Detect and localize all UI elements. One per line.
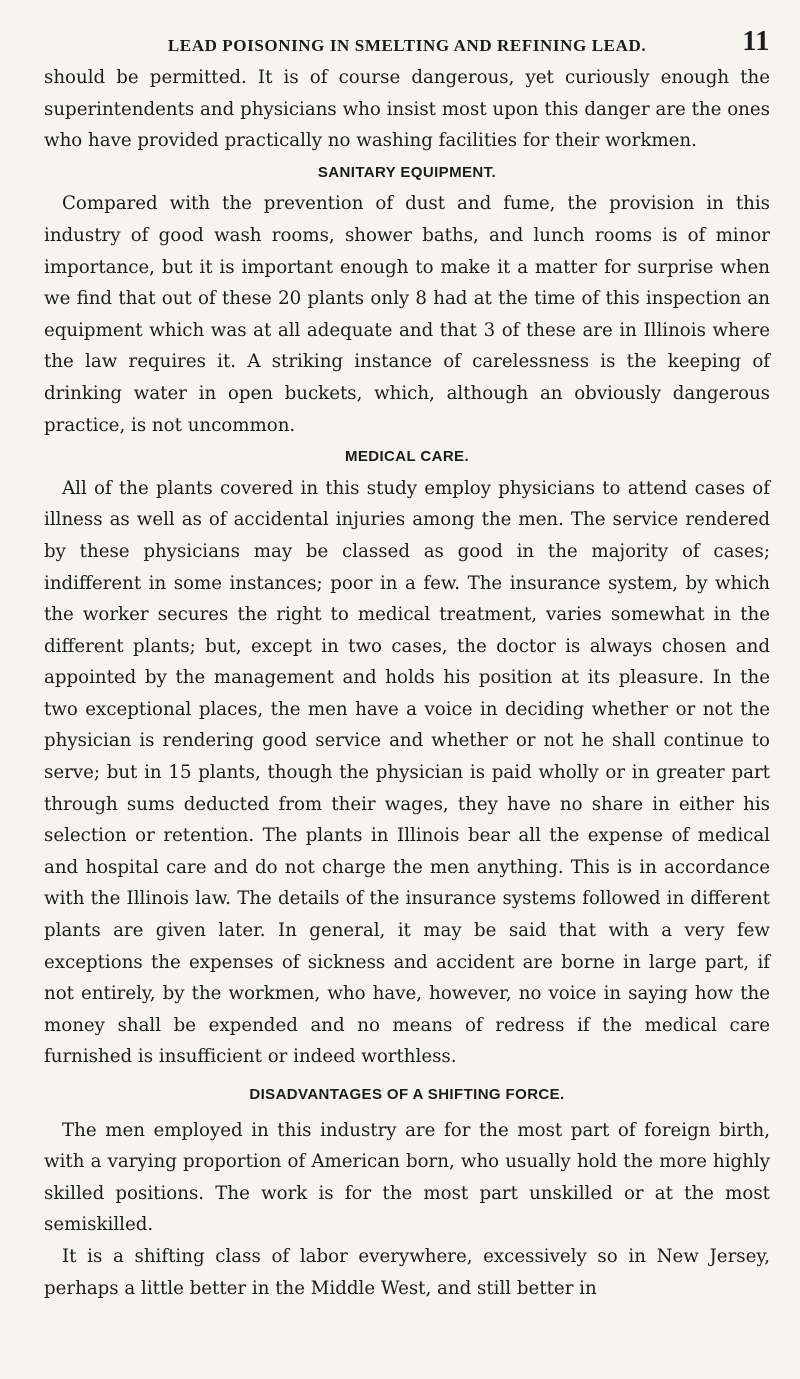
document-body: [44, 62, 770, 1304]
paragraph-shifting-force-2: It is a shifting class of labor everywhere, excessively so in New Jersey, perhaps a little better in the Middle West, and still better in: [44, 1245, 770, 1299]
paragraph-shifting-force-1: The men employed in this industry are for the most part of foreign birth, with a varying proportion of American born, who usually hold the more highly skilled positions. The work is for the most part unskilled or at the most semiskilled.: [44, 1119, 770, 1236]
page-number: 11: [742, 26, 770, 57]
intro-paragraph: should be permitted. It is of course dangerous, yet curiously enough the superintendents and physicians who insist most upon this danger are the ones who have provided practically no washing facilities for their workmen.: [44, 67, 770, 152]
section-heading-shifting-force: DISADVANTAGES OF A SHIFTING FORCE.: [249, 1086, 565, 1103]
running-title: LEAD POISONING IN SMELTING AND REFINING LEAD.: [167, 36, 647, 55]
section-heading-medical-care: MEDICAL CARE.: [344, 448, 470, 466]
paragraph-medical-care: All of the plants covered in this study employ physicians to attend cases of illness as well as of accidental injuries among the men. The service rendered by these physicians may be classed as good in the majority of cases; indifferent in some instances; poor in a few. The insurance system, by which the worker secures the right to medical treatment, varies somewhat in the different plants; but, except in two cases, the doctor is always chosen and appointed by the management and holds his position at its pleasure. In the two exceptional places, the men have a voice in deciding whether or not the physician is rendering good service and whether or not he shall continue to serve; but in 15 plants, though the physician is paid wholly or in greater part through sums deducted from their wages, they have no share in either his selection or retention. The plants in Illinois bear all the expense of medical and hospital care and do not charge the men anything. This is in accordance with the Illinois law. The details of the insurance systems followed in different plants are given later. In general, it may be said that with a very few exceptions the expenses of sickness and accident are borne in large part, if not entirely, by the workmen, who have, however, no voice in saying how the money shall be expended and no means of redress if the medical care furnished is insufficient or indeed worthless.: [44, 477, 770, 1068]
section-heading-sanitary-equipment: SANITARY EQUIPMENT.: [317, 163, 497, 181]
paragraph-sanitary-equipment: Compared with the prevention of dust and fume, the provision in this industry of good wash rooms, shower baths, and lunch rooms is of minor importance, but it is important enough to make it a matter for surprise when we find that out of these 20 plants only 8 had at the time of this inspection an equipment which was at all adequate and that 3 of these are in Illinois where the law requires it. A striking instance of carelessness is the keeping of drinking water in open buckets, which, although an obviously dangerous practice, is not uncommon.: [44, 193, 770, 436]
running-header: [44, 26, 770, 62]
